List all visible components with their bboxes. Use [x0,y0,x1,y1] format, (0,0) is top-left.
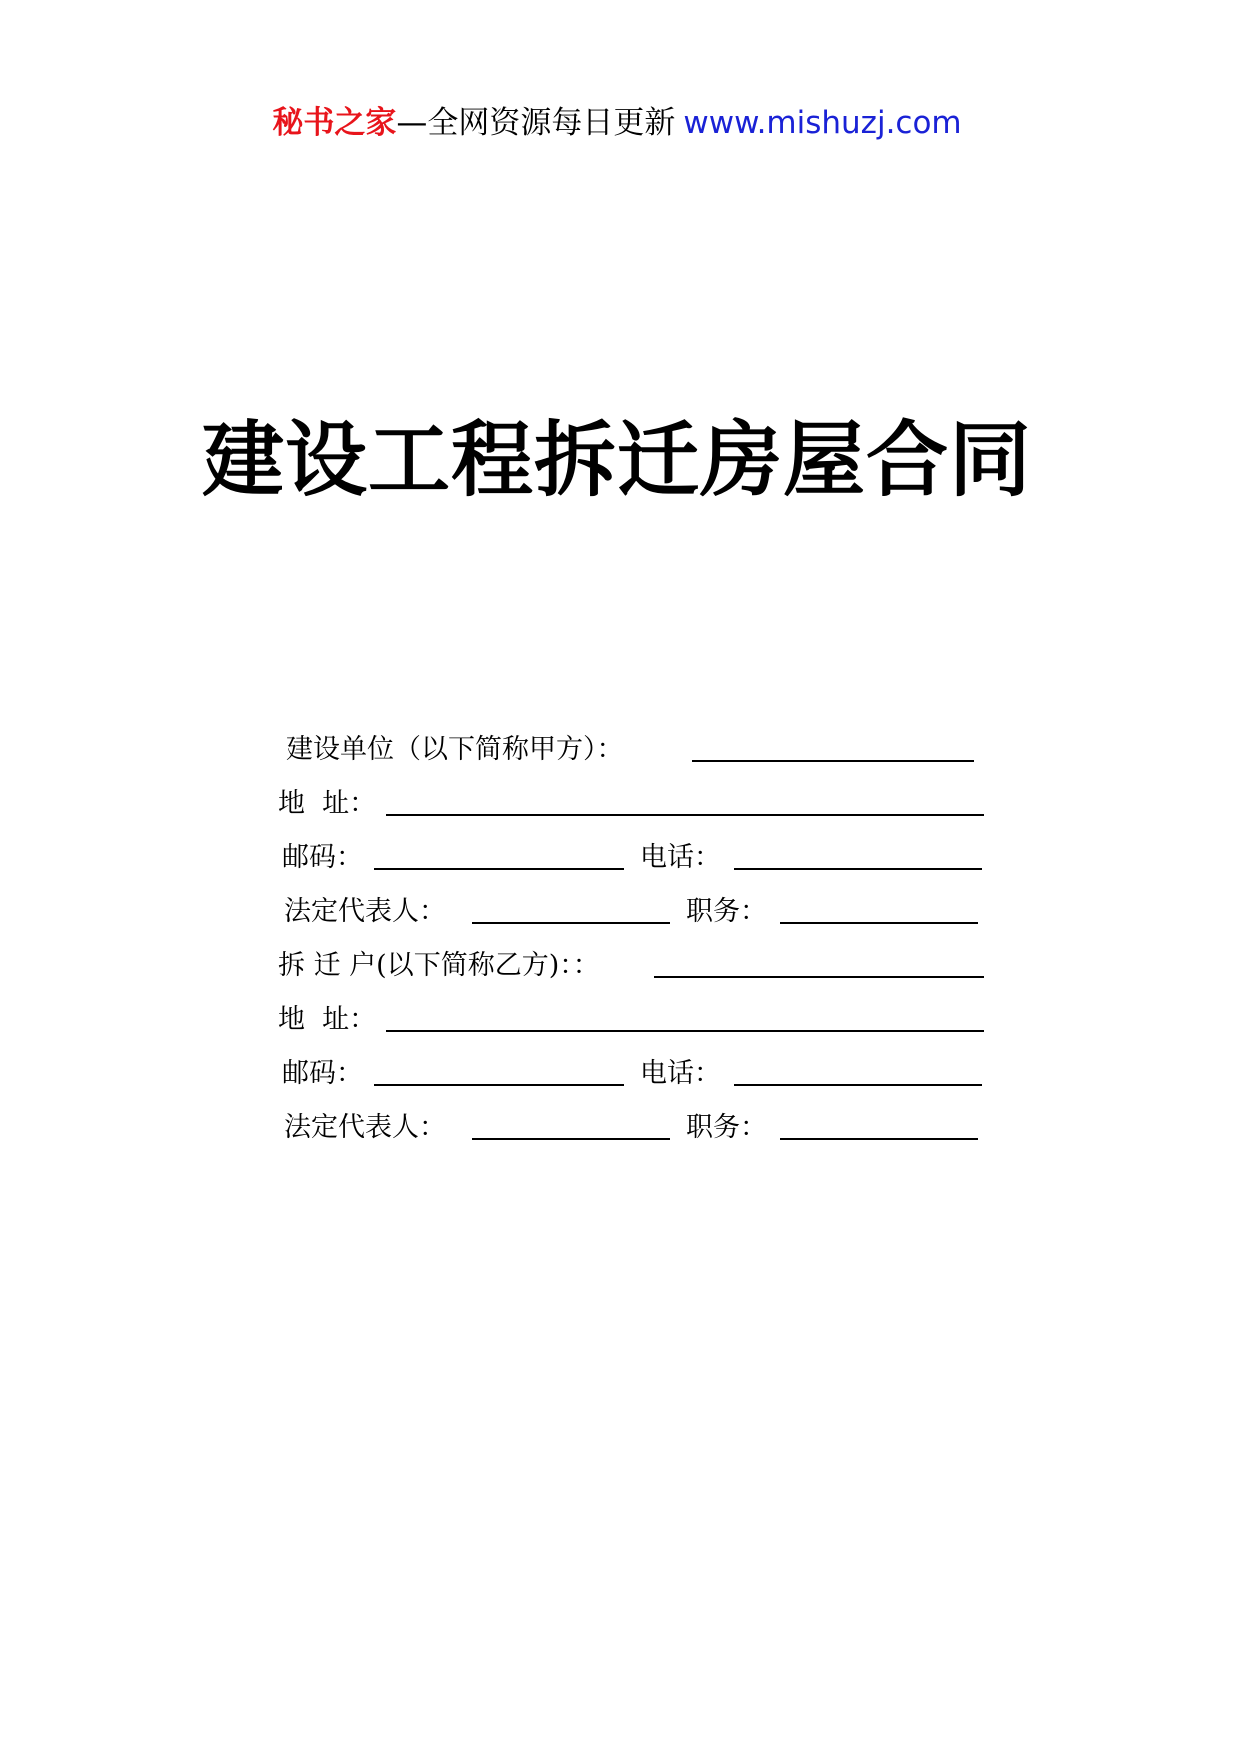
party-a-unit-label: 建设单位（以下简称甲方）： [286,734,624,765]
party-a-position-field[interactable] [780,922,978,924]
party-a-unit-field[interactable] [692,760,974,762]
party-a-representative-field[interactable] [472,922,670,924]
party-b-representative-field[interactable] [472,1138,670,1140]
party-a-postcode-label: 邮码： [282,842,363,873]
party-a-representative-label: 法定代表人： [284,896,446,927]
party-a-postcode-field[interactable] [374,868,624,870]
party-a-address-label: 地 址： [278,788,377,819]
brand-name: 秘书之家 [272,105,397,141]
party-b-unit-field[interactable] [654,976,984,978]
header-tagline: —全网资源每日更新 [396,105,676,141]
party-b-phone-label: 电话： [640,1058,721,1089]
party-a-phone-field[interactable] [734,868,982,870]
party-b-phone-field[interactable] [734,1084,982,1086]
party-a-address-field[interactable] [386,814,984,816]
header-url-link[interactable]: www.mishuzj.com [683,105,962,141]
party-a-phone-label: 电话： [640,842,721,873]
party-b-representative-label: 法定代表人： [284,1112,446,1143]
party-b-postcode-field[interactable] [374,1084,624,1086]
party-b-postcode-label: 邮码： [282,1058,363,1089]
document-title: 建设工程拆迁房屋合同 [201,412,1032,508]
party-b-position-label: 职务： [686,1112,767,1143]
party-b-address-field[interactable] [386,1030,984,1032]
party-b-unit-label: 拆 迁 户(以下简称乙方)：： [278,950,600,981]
party-a-position-label: 职务： [686,896,767,927]
party-b-address-label: 地 址： [278,1004,377,1035]
party-b-position-field[interactable] [780,1138,978,1140]
